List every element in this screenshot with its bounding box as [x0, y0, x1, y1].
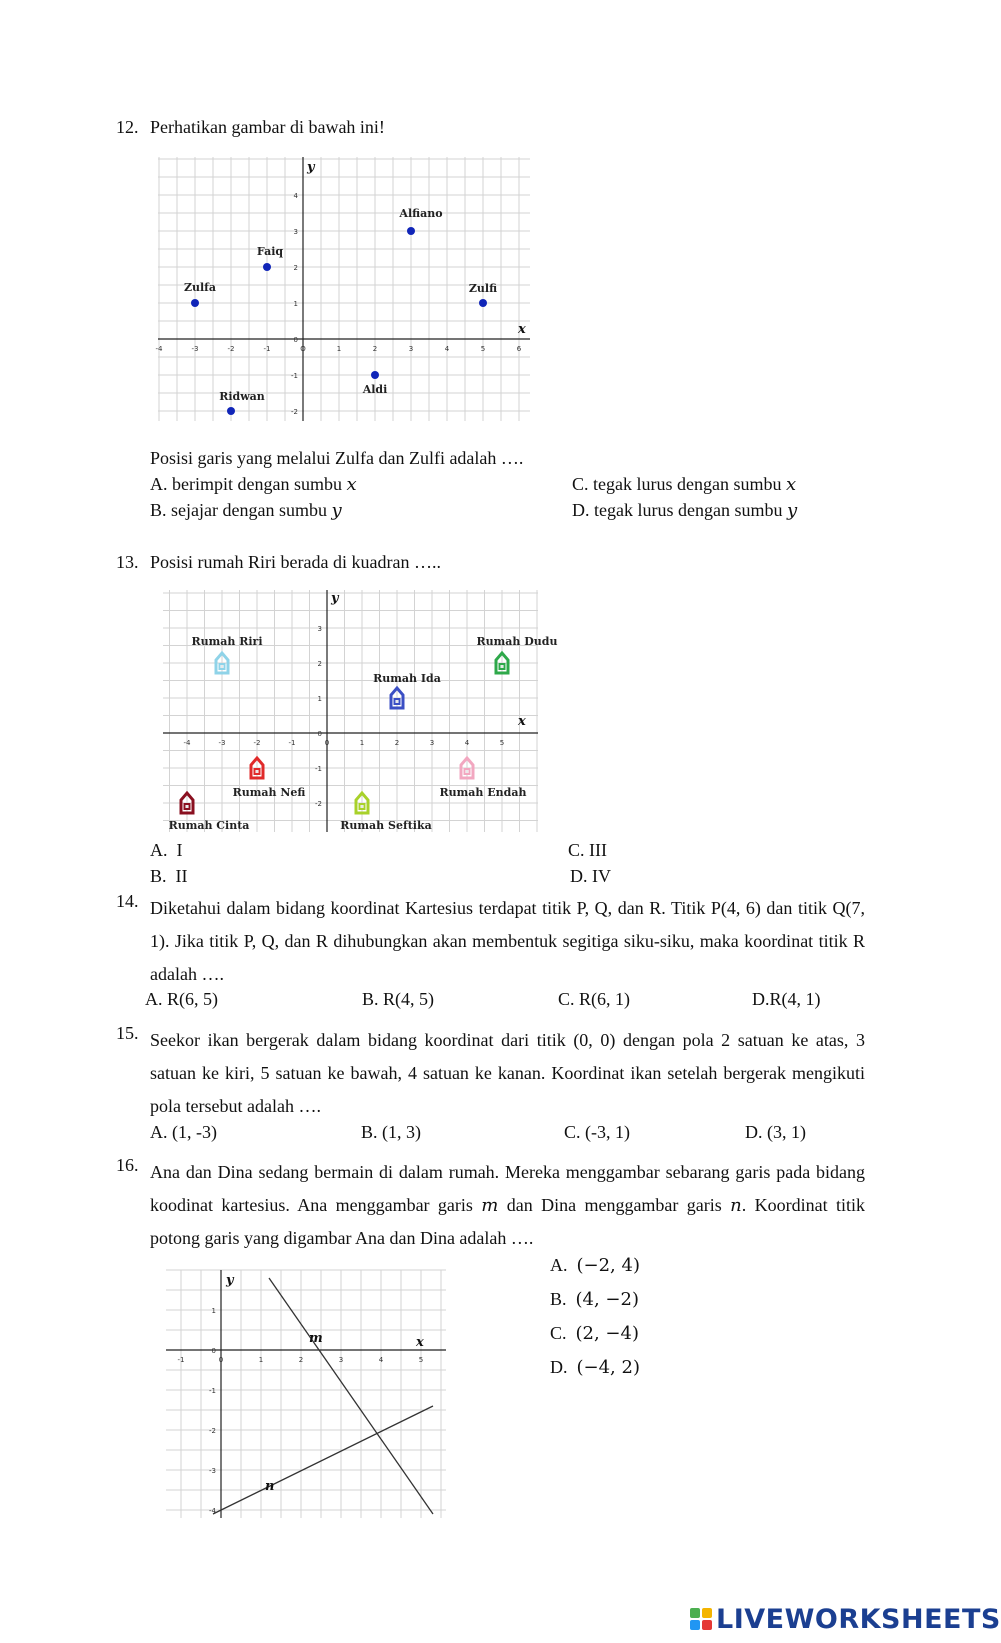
x-tick-label: -3 [191, 345, 199, 353]
y-tick-label: 1 [293, 300, 298, 308]
q16-option-a[interactable] [550, 1256, 640, 1275]
y-axis-label: y [331, 591, 339, 606]
house-label: Rumah Endah [439, 786, 527, 799]
q13-option-d[interactable] [570, 867, 611, 885]
line-m [269, 1278, 433, 1514]
q15-option-c[interactable]: C. (-3, 1) [564, 1122, 630, 1142]
option-var: y [331, 500, 342, 521]
x-tick-label: 5 [499, 739, 505, 747]
y-tick-label: 2 [317, 660, 322, 668]
x-tick-label: 2 [298, 1356, 304, 1364]
y-tick-label: 0 [317, 730, 322, 738]
point-label: Zulfi [468, 282, 498, 295]
x-tick-label: 5 [418, 1356, 424, 1364]
x-tick-label: -1 [288, 739, 296, 747]
q12-option-c[interactable] [572, 475, 796, 494]
point-label: Zulfa [183, 281, 217, 294]
point-label: Aldi [362, 383, 388, 396]
q12-graph [155, 157, 530, 421]
q16-graph [166, 1270, 446, 1518]
option-letter: D. [572, 500, 590, 520]
line-n-label: n [265, 1479, 275, 1494]
liveworksheets-logo [690, 1604, 1001, 1634]
q16-option-c[interactable] [550, 1324, 639, 1343]
y-tick-label: -3 [209, 1467, 216, 1475]
x-tick-label: 2 [394, 739, 400, 747]
option-text: (−4, 2) [576, 1357, 640, 1378]
x-tick-label: O [300, 345, 306, 353]
option-letter: A. [550, 1255, 568, 1275]
y-axis-label: y [307, 160, 315, 175]
y-tick-label: -2 [315, 800, 322, 808]
option-letter: C. [572, 474, 589, 494]
y-tick-label: -2 [209, 1427, 216, 1435]
x-tick-label: -2 [227, 345, 235, 353]
y-axis-label: y [226, 1273, 234, 1288]
x-tick-label: -1 [263, 345, 271, 353]
y-tick-label: 2 [293, 264, 298, 272]
house-label: Rumah Dudu [476, 635, 558, 648]
logo-square [690, 1620, 700, 1630]
q12-prompt: Perhatikan gambar di bawah ini! [150, 117, 385, 137]
q14-text: Diketahui dalam bidang koordinat Kartesius terdapat titik P, Q, dan R. Titik P(4, 6) dan titik Q(7, 1). Jika titik P, Q, dan R dihubungkan akan membentuk segitiga siku-siku, maka koordinat titik R adalah …. [150, 898, 865, 984]
point-label: Alfiano [399, 207, 443, 220]
x-tick-label: -4 [183, 739, 191, 747]
x-tick-label: 3 [429, 739, 435, 747]
line-n [213, 1406, 433, 1514]
x-tick-label: 1 [359, 739, 365, 747]
q13-number: 13. [116, 552, 139, 572]
option-letter: C. [550, 1323, 567, 1343]
q14-option-b[interactable]: B. R(4, 5) [362, 989, 434, 1009]
option-text: IV [592, 866, 611, 886]
q15-option-b[interactable]: B. (1, 3) [361, 1122, 421, 1142]
x-tick-label: 1 [258, 1356, 264, 1364]
q16-coordinate-plane [166, 1270, 446, 1518]
x-tick-label: 4 [378, 1356, 384, 1364]
y-tick-label: -1 [291, 372, 298, 380]
y-tick-label: -2 [291, 408, 298, 416]
option-text: (4, −2) [575, 1289, 639, 1310]
house-label: Rumah Seftika [340, 819, 432, 832]
q13-option-c[interactable] [568, 841, 607, 859]
x-tick-label: 6 [516, 345, 522, 353]
option-letter: B. [150, 500, 167, 520]
option-text: (2, −4) [575, 1323, 639, 1344]
x-tick-label: 0 [218, 1356, 224, 1364]
q12-question: Posisi garis yang melalui Zulfa dan Zulfi adalah …. [150, 448, 524, 468]
q12-option-a[interactable] [150, 475, 357, 494]
q16-option-b[interactable] [550, 1290, 639, 1309]
q13-graph [163, 590, 558, 832]
q13-option-a[interactable] [150, 841, 183, 859]
logo-square [702, 1608, 712, 1618]
x-tick-label: 4 [464, 739, 470, 747]
house-label: Rumah Cinta [168, 819, 250, 832]
option-letter: A. [150, 474, 168, 494]
q14-option-d[interactable]: D.R(4, 1) [752, 989, 821, 1009]
y-tick-label: -1 [315, 765, 322, 773]
y-tick-label: 1 [211, 1307, 216, 1315]
option-text: III [589, 840, 607, 860]
house-label: Rumah Ida [373, 672, 441, 685]
x-tick-label: 3 [408, 345, 414, 353]
x-tick-label: -3 [218, 739, 226, 747]
x-tick-label: 4 [444, 345, 450, 353]
point-marker [407, 227, 415, 235]
x-tick-label: 3 [338, 1356, 344, 1364]
x-axis-label: x [518, 322, 526, 337]
option-letter: B. [150, 866, 167, 886]
x-axis-label: x [416, 1335, 424, 1350]
x-tick-label: -1 [177, 1356, 185, 1364]
q14-option-a[interactable]: A. R(6, 5) [145, 989, 218, 1009]
q13-option-b[interactable] [150, 867, 188, 885]
q13-question: Posisi rumah Riri berada di kuadran ….. [150, 552, 441, 572]
q15-option-d[interactable]: D. (3, 1) [745, 1122, 806, 1142]
point-marker [263, 263, 271, 271]
x-tick-label: 2 [372, 345, 378, 353]
house-label: Rumah Nefi [232, 786, 306, 799]
point-marker [371, 371, 379, 379]
logo-mark-icon [690, 1608, 712, 1630]
option-var: y [786, 500, 798, 521]
option-letter: C. [568, 840, 585, 860]
logo-square [690, 1608, 700, 1618]
point-label: Faiq [256, 245, 284, 258]
y-tick-label: 1 [317, 695, 322, 703]
y-tick-label: 0 [211, 1347, 216, 1355]
option-text: (−2, 4) [576, 1255, 640, 1276]
option-text: I [176, 840, 183, 860]
q14-number: 14. [116, 891, 139, 911]
q12-option-b[interactable] [150, 501, 342, 520]
option-text: tegak lurus dengan sumbu [594, 500, 787, 520]
x-tick-label: -2 [253, 739, 261, 747]
point-label: Ridwan [219, 390, 265, 403]
point-marker [191, 299, 199, 307]
option-var: x [346, 474, 357, 495]
q12-option-d[interactable] [572, 501, 797, 520]
q12-coordinate-plane [155, 157, 530, 421]
y-tick-label: 3 [293, 228, 298, 236]
grid-lines [166, 1270, 446, 1518]
q16-text: Ana dan Dina sedang bermain di dalam rumah. Mereka menggambar sebarang garis pada bidang koodinat kartesius. Ana menggambar garis m dan Dina menggambar garis n. Koordinat titik potong garis yang digambar Ana dan Dina adalah …. [150, 1162, 865, 1248]
y-tick-label: 0 [293, 336, 298, 344]
y-tick-label: 3 [317, 625, 322, 633]
logo-text: LIVEWORKSHEETS [716, 1603, 1001, 1635]
q15-text: Seekor ikan bergerak dalam bidang koordinat dari titik (0, 0) dengan pola 2 satuan ke atas, 3 satuan ke kiri, 5 satuan ke bawah, 4 satuan ke kanan. Koordinat ikan setelah bergerak mengikuti pola tersebut adalah …. [150, 1030, 865, 1116]
y-tick-label: -4 [209, 1507, 216, 1515]
q14-option-c[interactable]: C. R(6, 1) [558, 989, 630, 1009]
x-tick-label: 0 [324, 739, 330, 747]
line-m-label: m [309, 1331, 323, 1346]
option-text: tegak lurus dengan sumbu [593, 474, 786, 494]
x-tick-label: 5 [480, 345, 486, 353]
option-letter: B. [550, 1289, 567, 1309]
point-marker [227, 407, 235, 415]
x-tick-label: 1 [336, 345, 342, 353]
y-tick-label: 4 [293, 192, 298, 200]
x-axis-label: x [518, 714, 526, 729]
option-text: II [175, 866, 188, 886]
option-letter: D. [570, 866, 588, 886]
q13-coordinate-plane [163, 590, 558, 832]
q16-option-d[interactable] [550, 1358, 640, 1377]
option-letter: A. [150, 840, 168, 860]
q12-number: 12. [116, 117, 139, 137]
option-var: x [785, 474, 797, 495]
house-label: Rumah Riri [191, 635, 263, 648]
logo-square [702, 1620, 712, 1630]
option-text: sejajar dengan sumbu [171, 500, 332, 520]
q15-option-a[interactable]: A. (1, -3) [150, 1122, 217, 1142]
y-tick-label: -1 [209, 1387, 216, 1395]
option-text: berimpit dengan sumbu [172, 474, 347, 494]
x-tick-label: -4 [155, 345, 163, 353]
q16-number: 16. [116, 1155, 139, 1175]
q15-number: 15. [116, 1023, 139, 1043]
option-letter: D. [550, 1357, 568, 1377]
point-marker [479, 299, 487, 307]
